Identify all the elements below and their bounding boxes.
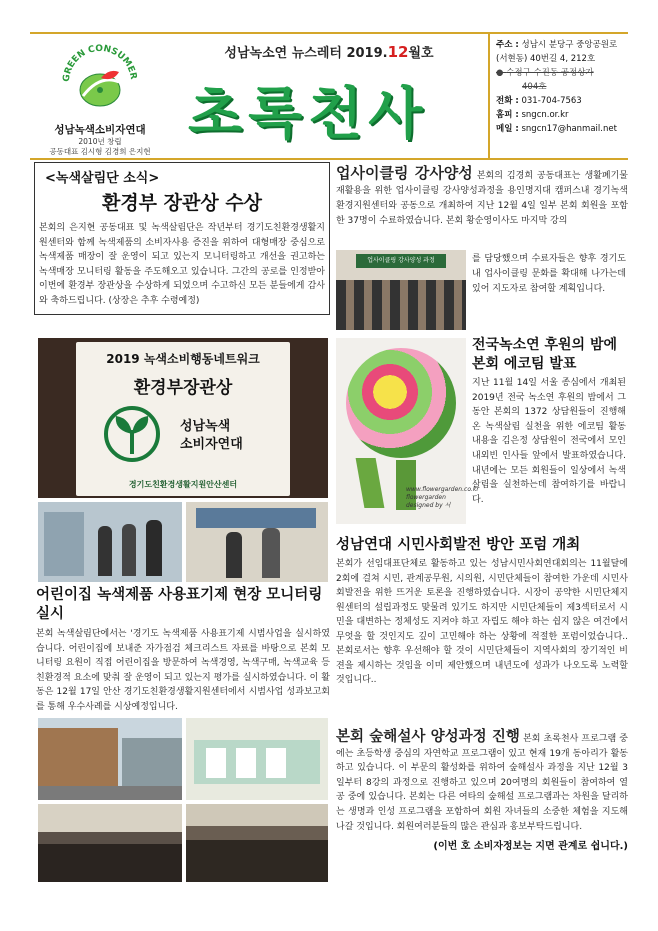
night-photo-flowers — [336, 338, 479, 524]
forum-title: 성남연대 시민사회발전 방안 포럼 개최 — [336, 537, 581, 553]
leaf-icon — [102, 404, 162, 468]
header-masthead — [174, 34, 484, 158]
night-title: 전국녹소연 후원의 밤에 본회 에코팀 발표 — [472, 337, 617, 372]
address: 주소 : 성남시 분당구 중앙공원로 (서현동) 40번길 4, 212호 — [496, 40, 618, 64]
org-representatives: 공동대표 김시형 김경희 은지현 — [49, 147, 151, 156]
green-consumer-logo — [57, 34, 143, 120]
award-title: 환경부 장관상 수상 — [101, 192, 263, 214]
left-column — [34, 162, 330, 315]
upcycle-body-2: 를 담당했으며 수료자들은 향후 경기도내 업사이클링 문화를 확대해 나가는데 있어 지도자로 참여할 계획입니다. — [472, 254, 626, 294]
forest-title: 본회 숲해설사 양성과정 진행 — [336, 729, 520, 745]
old-address-2: 404호 — [522, 82, 547, 92]
plaque-org: 성남녹색 소비자연대 — [180, 419, 243, 452]
newsletter-issue: 성남녹소연 뉴스레터 2019.12월호 — [224, 43, 434, 61]
header-bottom-rule — [30, 158, 628, 160]
upcycle-photo: 업사이클링 강사양성 과정 — [336, 250, 466, 330]
svg-text:GREEN CONSUMER: GREEN CONSUMER — [61, 43, 138, 83]
org-name: 성남녹색소비자연대 — [54, 124, 146, 136]
old-address: ● 수정구 수진동 공정상가 — [496, 68, 594, 78]
forest-photo-3 — [38, 804, 182, 882]
upcycle-title: 업사이클링 강사양성 — [336, 164, 473, 182]
forum-body: 본회가 선임대표단체로 활동하고 있는 성남시민사회연대회의는 11월달에 2회에 걸쳐 시민, 관계공무원, 시의원, 시민단체들이 참여한 가운데 시민사회발전을 위한 뜨거운 토론을 진행하였습니다. 시장이 공약한 시민단체지원센터의 설립과정도 맞물려 있기도 하지만 시민단체들이 제3섹터로서 시민을 대변하는 정체성도 지켜야 하고 자립도 해야 하는 쉽지 않은 여건에서 무엇을 할 것인지도 깊이 고민해야 하는 상황에 적절한 포럼이었습니다.. 본회로서는 향후 우선해야 할 것이 시민단체들이 지역사회의 장기적인 비젼을 제시하는 것임을 이미 제안했으며 내년도에 성과가 나오도록 노력할 것입니다.. — [336, 559, 628, 685]
forest-photo-1 — [38, 718, 182, 800]
header-left — [32, 34, 168, 158]
flower-caption: www.flowergarden.co.kr flowergarden designed by 서 — [406, 486, 479, 509]
forest-body: 본회 숲해설사 양성과정 진행 본회 초록천사 프로그램 중에는 초등학생 중심의 자연학교 프로그램이 있고 현재 19개 동아리가 활동하고 있습니다. 이 부문의 활성화를 위하여 숲해설사 과정을 지난 12월 3일부터 8강의 과정으로 진행하고 있으며 20여명의 회원들이 참여하여 열공 중에 있습니다. 본회는 다른 여타의 숲해설 프로그램과는 차원을 달리하는 생명과 인성 프로그램을 포함하여 회원 자녀들의 소중한 체험을 지도해 나갈 것입니다. 회원여러분들의 많은 관심과 홍보부탁드립니다. — [336, 729, 628, 832]
kids-body: 본회 녹색살림단에서는 '경기도 녹색제품 사용표기제 시범사업을 실시하였습니다. 어린이집에 보내준 자가점검 체크리스트 자료를 바탕으로 본회 모니터링 요원이 직접 어린이집을 방문하여 녹색경영, 녹색구매, 녹색교육 등 친환경적 요소에 맞춰 잘 운영이 되고 있는지 평가를 실시하였습니다. 이 활동은 12월 17일 안산 경기도친환경생활지원센터에서 시범사업 성과보고회를 통해 우수사례를 시상예정입니다. — [36, 629, 330, 712]
kids-photo-1 — [38, 502, 182, 582]
masthead-title: 초록천사 — [188, 81, 429, 147]
kids-photo-2 — [186, 502, 328, 582]
phone: 전화 : 031-704-7563 — [496, 96, 582, 106]
header-contact — [488, 34, 628, 158]
forum-article — [336, 536, 628, 688]
forest-photo-4 — [186, 804, 328, 882]
kids-title: 어린이집 녹색제품 사용표기제 현장 모니터링 실시 — [36, 587, 323, 622]
forest-photo-2 — [186, 718, 328, 800]
upcycle-article — [336, 166, 628, 229]
award-article — [34, 162, 330, 315]
forest-article — [336, 730, 628, 852]
award-tag: <녹색살림단 소식> — [45, 171, 160, 186]
award-photo — [38, 338, 328, 498]
kids-article — [36, 586, 330, 714]
org-founded: 2010년 창립 — [78, 137, 122, 146]
night-article — [472, 336, 626, 507]
footer-note: (이번 호 소비자정보는 지면 관계로 쉽니다.) — [433, 841, 628, 853]
homepage[interactable]: 홈피 : sngcn.or.kr — [496, 110, 569, 120]
upcycle-body-1: 업사이클링 강사양성 본회의 김경희 공동대표는 생활폐기물 재활용을 위한 업사이클링 강사양성과정을 용인명지대 캠퍼스내 경기녹색환경지원센터와 공동으로 개최하여 지난 12월 4일 일부 본회 회원을 포함한 37명이 수료하였습니다. 본회 황순영이사도 마지막 강의 — [336, 164, 628, 226]
plaque-banner: 2019 녹색소비행동네트워크 — [106, 352, 260, 366]
award-body: 본회의 은지현 공동대표 및 녹색살림단은 작년부터 경기도친환경생활지원센터와 함께 녹색제품의 소비자사용 증진을 위하여 대형매장 중심으로 녹색제품 매장이 잘 운영이 되고 있는지 모니터링하고 개선을 권고하는 녹색매장 모니터링 활동을 주도해오고 있습니다. 그간의 공로를 인정받아 이번에 환경부 장관상을 수상하게 되었으며 수고하신 모든 분들에게 감사와 축하드립니다. (상장은 추후 수령예정) — [39, 223, 325, 306]
award-plaque — [76, 342, 290, 496]
plaque-award: 환경부장관상 — [133, 378, 233, 398]
night-body: 지난 11월 14일 서울 종심에서 개최된 2019년 전국 녹소연 후원의 밤에서 그동안 본회의 1372 상담원들이 진행해온 녹색살림 실천을 위한 에코팀 활동 내용을 김은정 상담원이 전국에서 모인 내외빈 인사들 앞에서 발표하였습니다. 내년에는 모든 회원들이 일상에서 녹색살림을 실천하는데 참여하기를 바랍니다. — [472, 378, 626, 505]
plaque-center: 경기도친환경생활지원안산센터 — [128, 480, 238, 489]
email[interactable]: 메일 : sngcn17@hanmail.net — [496, 124, 617, 134]
